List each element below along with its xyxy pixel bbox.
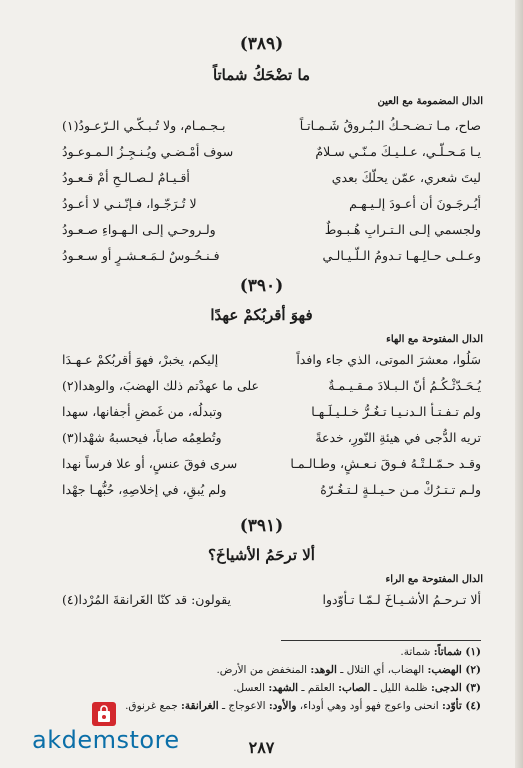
verse-second-hemistich: ولـروحـي إلـى الـهـواءِ صـعـودُ bbox=[62, 222, 216, 237]
footnote bbox=[216, 664, 481, 676]
footnote-text: المنخفض من الأرض. bbox=[216, 664, 311, 676]
verse-first-hemistich: تريه الدُّجى في هيئةِ النّورِ، خدعةً bbox=[315, 430, 481, 445]
footnote bbox=[400, 646, 481, 658]
footnote-key: الغرانقة: bbox=[181, 700, 219, 712]
footnote bbox=[125, 700, 481, 712]
poem-number: (٣٩١) bbox=[239, 516, 284, 536]
verse-first-hemistich: صاح، مـا تـضـحـكُ الـبُـروقُ شَـمـاتـاً bbox=[299, 118, 481, 133]
poem-number: (٣٩٠) bbox=[239, 276, 284, 296]
verse-second-hemistich: إليكم، يخبرْ، فهوَ أقربُكمْ عـهـدَا bbox=[62, 352, 219, 367]
footnote-text: ظلمة الليل ـ bbox=[370, 682, 432, 694]
footnote-key: (٢) الهضب: bbox=[427, 664, 481, 676]
footnote bbox=[233, 682, 481, 694]
rhyme-label: الدال المفتوحة مع الراء bbox=[385, 574, 483, 585]
footnote-divider bbox=[281, 640, 481, 641]
verse-first-hemistich: يـا مَـحـلّـي، عـلـيـكَ مـنّـي سـلامٌ bbox=[315, 144, 481, 159]
rhyme-label: الدال المفتوحة مع الهاء bbox=[386, 334, 483, 345]
poem-number: (٣٨٩) bbox=[239, 34, 284, 54]
verse-second-hemistich: فـنـحُـوسٌ لـمَـعـشـرٍ أو سـعـودُ bbox=[62, 248, 220, 263]
footnote-text: شماتة. bbox=[400, 646, 434, 658]
poem-title: فهوَ أقربُكمْ عهدًا bbox=[210, 306, 313, 324]
verse-first-hemistich: سَلُوا، معشرَ الموتى، الذي جاء وافداً bbox=[296, 352, 481, 367]
verse-second-hemistich: على ما عهدْتم ذلك الهضبَ، والوهدا(٢) bbox=[62, 378, 259, 393]
verse-second-hemistich: يقولون: قد كنّا الغَرانقةَ المُرْدا(٤) bbox=[62, 592, 231, 607]
verse-first-hemistich: ولـم تـتـرُكْ مـن حـيـلـةٍ لـتـغُـرّهُ bbox=[320, 482, 481, 497]
verse-second-hemistich: وتُطعِمُه صاباً، فيحسبهُ شهْدا(٣) bbox=[62, 430, 222, 445]
footnote-key: الصاب: bbox=[338, 682, 371, 694]
verse-second-hemistich: ولم يُبقِ، في إخلاصِهِ، حُبُّهـا جهْدا bbox=[62, 482, 227, 497]
verse-first-hemistich: ولجسمي إلـى الـتـرابِ هُـبـوطٌ bbox=[324, 222, 481, 237]
store-watermark: akdemstore bbox=[32, 726, 180, 754]
verse-second-hemistich: بـجـمـام، ولا تُـبـكّـي الـرّعـودُ(١) bbox=[62, 118, 226, 133]
verse-first-hemistich: ألا تـرحـمُ الأشـيـاخَ لـمّـا تـأوّدوا bbox=[322, 592, 481, 607]
verse-first-hemistich: أيُـرجَـونَ أن أعـودَ إلـيـهـم bbox=[349, 196, 481, 211]
verse-second-hemistich: لا تُـرَجّـوا، فـإنّـنـي لا أعـودُ bbox=[62, 196, 197, 211]
footnote-text: الهضاب، أي التلال ـ bbox=[336, 664, 428, 676]
footnote-key: الشهد: bbox=[268, 682, 299, 694]
footnote-text: انحنى واعوج فهو أود وهي أوداء، bbox=[296, 700, 443, 712]
footnote-key: (٤) تأوّد: bbox=[442, 700, 481, 712]
footnote-text: الاعوجاج ـ bbox=[218, 700, 269, 712]
page-edge bbox=[515, 0, 523, 768]
verse-first-hemistich: يُـحَـدّثْـكُـمُ أنّ الـبـلادَ مـقـيـمـةٌ bbox=[328, 378, 481, 393]
verse-second-hemistich: وتبدلُه، من غَمضِ أجفانها، سهدا bbox=[62, 404, 223, 419]
page-number: ٢٨٧ bbox=[248, 738, 275, 757]
verse-first-hemistich: ليتَ شعري، عمّن يحلّكَ بعدي bbox=[331, 170, 481, 185]
footnote-key: الوهد: bbox=[310, 664, 337, 676]
verse-first-hemistich: وقـد حـمّـلـتْـهُ فـوقَ نـعـشٍ، وطـالـمـا bbox=[290, 456, 481, 471]
footnote-key: (١) شماتاً: bbox=[433, 646, 481, 658]
footnote-key: (٣) الدجى: bbox=[431, 682, 481, 694]
poem-title: ما تضْحَكُ شماتاً bbox=[212, 66, 311, 84]
footnote-text: العسل. bbox=[233, 682, 269, 694]
verse-first-hemistich: وعـلـى حـالِـهـا تـدومُ الـلّـيـالـي bbox=[322, 248, 481, 263]
verse-second-hemistich: سرى فوقَ عنسٍ، أو علا فرساً نهدا bbox=[62, 456, 238, 471]
rhyme-label: الدال المضمومة مع العين bbox=[377, 96, 483, 107]
verse-second-hemistich: سوف أمْـضـي ويُـنـجِـزُ الـمـوعـودُ bbox=[62, 144, 234, 159]
store-logo-icon bbox=[92, 702, 116, 726]
footnote-text: جمع غرنوق. bbox=[125, 700, 182, 712]
footnote-text: العلقم ـ bbox=[298, 682, 339, 694]
verse-second-hemistich: أقـيـامٌ لـصـالـحِ أمْ قـعـودُ bbox=[62, 170, 190, 185]
poem-title: ألا ترحَمُ الأشياخَ؟ bbox=[208, 546, 315, 564]
footnote-key: والأود: bbox=[268, 700, 297, 712]
verse-first-hemistich: ولم تـفـتـأ الـدنـيـا تـغُـرُّ خـلـيـلَـهـا bbox=[311, 404, 481, 419]
